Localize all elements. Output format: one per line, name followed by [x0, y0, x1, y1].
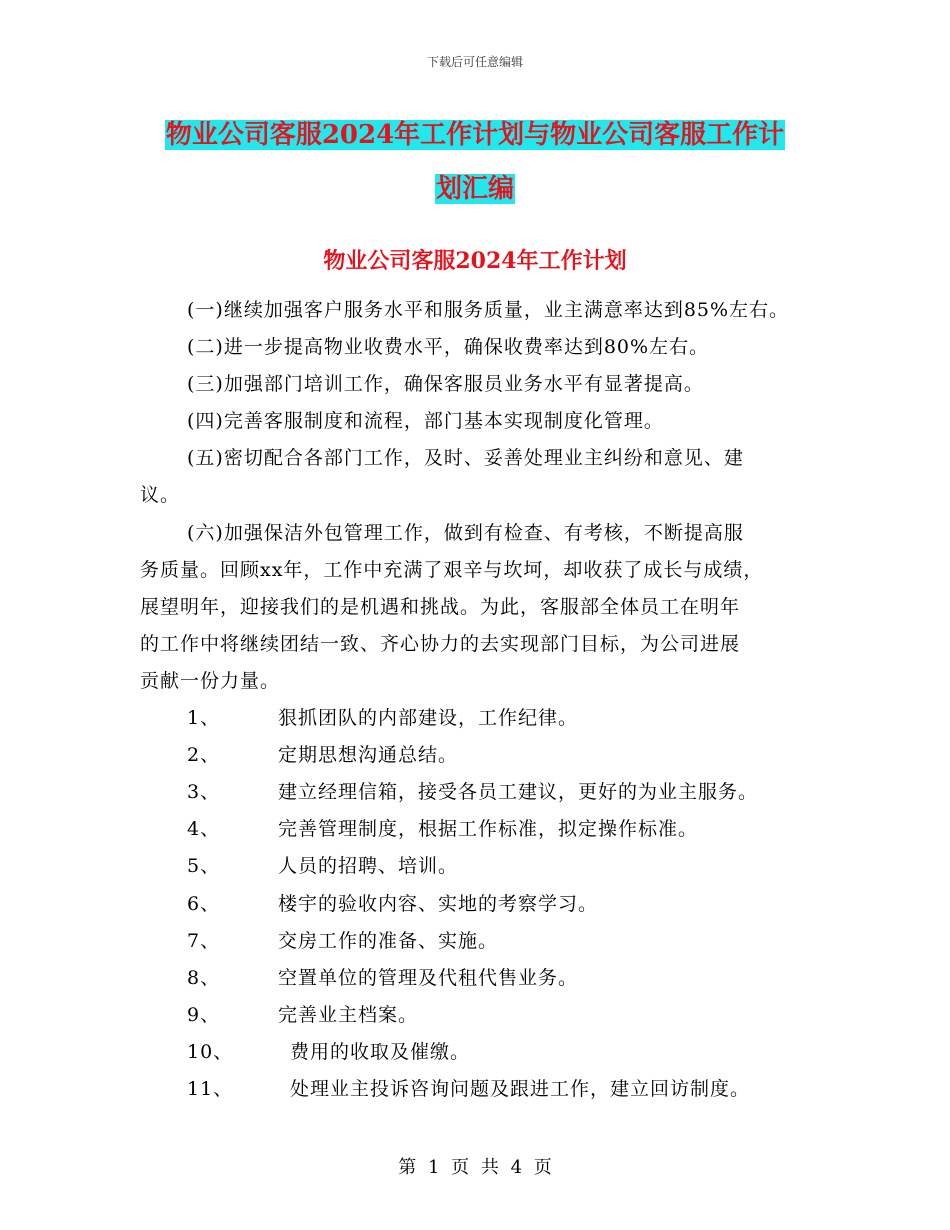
list-item	[140, 1034, 840, 1071]
document-title-line2: 划汇编	[435, 174, 514, 204]
goal-item: (四)完善客服制度和流程，部门基本实现制度化管理。	[187, 410, 664, 433]
goal-item-6-line1: (六)加强保洁外包管理工作，做到有检查、有考核，不断提高服	[187, 521, 744, 544]
document-body	[140, 292, 840, 1108]
list-item-number: 4、	[187, 818, 221, 841]
goal-item-5-line2: 议。	[140, 484, 181, 507]
goal-item-6-line2: 务质量。回顾xx年，工作中充满了艰辛与坎坷，却收获了成长与成绩，	[140, 558, 764, 581]
page-footer: 第 1 页 共 4 页	[398, 1157, 552, 1178]
list-item	[140, 886, 840, 923]
list-item-number: 3、	[187, 781, 221, 804]
list-item-number: 2、	[187, 744, 221, 767]
list-item	[140, 811, 840, 848]
goal-item-6-line3: 展望明年，迎接我们的是机遇和挑战。为此，客服部全体员工在明年	[140, 595, 741, 618]
list-item-text: 建立经理信箱，接受各员工建议，更好的为业主服务。	[278, 781, 759, 804]
list-item	[140, 1071, 840, 1108]
list-item	[140, 774, 840, 811]
list-item-text: 人员的招聘、培训。	[278, 855, 459, 878]
goal-item-6-line4: 的工作中将继续团结一致、齐心协力的去实现部门目标，为公司进展	[140, 632, 741, 655]
header-note: 下载后可任意编辑	[426, 55, 523, 69]
list-item-text: 楼宇的验收内容、实地的考察学习。	[278, 892, 599, 915]
list-item	[140, 700, 840, 737]
list-item-text: 处理业主投诉咨询问题及跟进工作，建立回访制度。	[290, 1077, 751, 1100]
list-item-number: 11、	[187, 1077, 234, 1100]
list-item-text: 完善管理制度，根据工作标准，拟定操作标准。	[278, 818, 699, 841]
goal-item: (三)加强部门培训工作，确保客服员业务水平有显著提高。	[187, 373, 704, 396]
list-item	[140, 923, 840, 960]
list-item-number: 10、	[187, 1040, 234, 1063]
list-item-text: 狠抓团队的内部建设，工作纪律。	[278, 707, 579, 730]
goal-item: (一)继续加强客户服务水平和服务质量，业主满意率达到85%左右。	[187, 299, 790, 321]
list-item	[140, 960, 840, 997]
list-item	[140, 737, 840, 774]
list-item-number: 7、	[187, 929, 221, 952]
list-item-text: 空置单位的管理及代租代售业务。	[278, 966, 579, 989]
list-item-number: 6、	[187, 892, 221, 915]
list-item-number: 1、	[187, 707, 221, 730]
list-item-text: 完善业主档案。	[278, 1003, 419, 1026]
list-item	[140, 997, 840, 1034]
list-item-text: 定期思想沟通总结。	[278, 744, 459, 767]
goal-item-6-line5: 贡献一份力量。	[140, 669, 281, 692]
goal-item: (二)进一步提高物业收费水平，确保收费率达到80%左右。	[187, 336, 710, 359]
list-item-text: 费用的收取及催缴。	[290, 1040, 471, 1063]
goal-item-5-line1: (五)密切配合各部门工作，及时、妥善处理业主纠纷和意见、建	[187, 447, 744, 470]
document-title-line1: 物业公司客服2024年工作计划与物业公司客服工作计	[165, 120, 785, 150]
section-title: 物业公司客服2024年工作计划	[323, 248, 627, 274]
document-title	[0, 108, 950, 216]
list-item-number: 8、	[187, 966, 221, 989]
list-item-number: 5、	[187, 855, 221, 878]
list-item	[140, 848, 840, 885]
list-item-number: 9、	[187, 1003, 221, 1026]
list-item-text: 交房工作的准备、实施。	[278, 929, 499, 952]
